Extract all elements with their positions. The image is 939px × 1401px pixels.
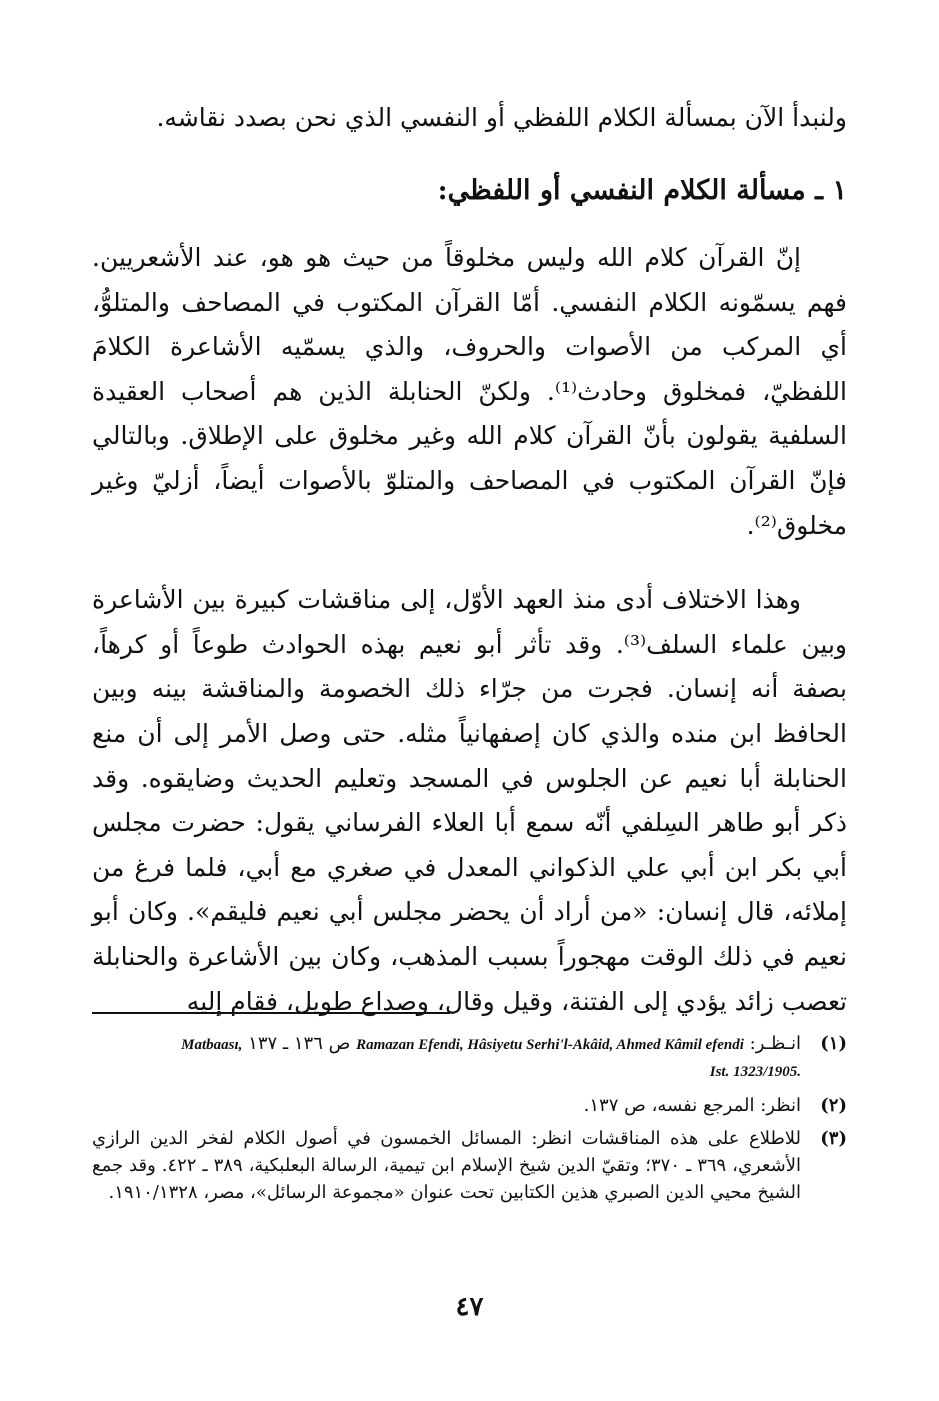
page-number: ٤٧ [455, 1292, 484, 1322]
footnote-number: (٣) [820, 1128, 847, 1149]
footnote-pages: ص ١٣٦ ـ ١٣٧ [248, 1033, 351, 1054]
footnote-text [92, 1030, 801, 1086]
footnote-lead: انـظـر: [749, 1033, 801, 1054]
footnote-text: انظر: المرجع نفسه، ص ١٣٧. [583, 1095, 801, 1116]
footnote-latin-place: Ist. 1323/1905. [709, 1064, 801, 1080]
footnote-latin-publisher: Matbaası, [181, 1037, 243, 1053]
footnote-text: للاطلاع على هذه المناقشات انظر: المسائل الخمسون في أصول الكلام لفخر الدين الرازي الأشعري، ٣٦٩ ـ ٣٧٠؛ وتقيّ الدين شيخ الإسلام ابن تيمية، الرسالة البعلبكية، ٣٨٩ ـ ٤٢٢. وقد جمع الشيخ محيي الدين الصبري هذين الكتابين تحت عنوان «مجموعة الرسائل»، مصر، ١٩١٠/١٣٢٨. [92, 1128, 802, 1203]
footnote-3 [92, 1125, 847, 1206]
section-heading: ١ ـ مسألة الكلام النفسي أو اللفظي: [437, 175, 847, 206]
footnote-1-line [92, 1030, 801, 1059]
footnote-number: (٢) [820, 1095, 847, 1116]
body-paragraph-1: إنّ القرآن كلام الله وليس مخلوقاً من حيث هو هو، عند الأشعريين. فهم يسمّونه الكلام النفسي. أمّا القرآن المكتوب في المصاحف والمتلوُّ، أي المركب من الأصوات والحروف، والذي يسمّيه الأشاعرة الكلامَ اللفظيّ، فمخلوق وحادث⁽¹⁾. ولكنّ الحنابلة الذين هم أصحاب العقيدة السلفية يقولون بأنّ القرآن كلام الله وغير مخلوق على الإطلاق. وبالتالي فإنّ القرآن المكتوب في المصاحف والمتلوّ بالأصوات أيضاً، أزليّ وغير مخلوق⁽²⁾. [92, 243, 847, 540]
footnote-number: (١) [820, 1033, 847, 1054]
intro-paragraph: ولنبدأ الآن بمسألة الكلام اللفظي أو النفسي الذي نحن بصدد نقاشه. [156, 103, 847, 132]
footnote-latin-citation: Ramazan Efendi, Hâsiyetu Serhi'l-Akâid, Ahmed Kâmil efendi [356, 1037, 744, 1053]
footnote-2 [92, 1092, 847, 1119]
footnote-1 [92, 1030, 847, 1086]
body-paragraph-2: وهذا الاختلاف أدى منذ العهد الأوّل، إلى مناقشات كبيرة بين الأشاعرة وبين علماء السلف⁽³⁾. وقد تأثر أبو نعيم بهذه الحوادث طوعاً أو كرهاً، بصفة أنه إنسان. فجرت من جرّاء ذلك الخصومة والمناقشة بينه وبين الحافظ ابن منده والذي كان إصفهانياً مثله. حتى وصل الأمر إلى أن منع الحنابلة أبا نعيم عن الجلوس في المسجد وتعليم الحديث وضايقوه. وقد ذكر أبو طاهر السِلفي أنّه سمع أبا العلاء الفرساني يقول: حضرت مجلس أبي بكر ابن أبي علي الذكواني المعدل في صغري مع أبي، فلما فرغ من إملائه، قال إنسان: «من أراد أن يحضر مجلس أبي نعيم فليقم». وكان أبو نعيم في ذلك الوقت مهجوراً بسبب المذهب، وكان بين الأشاعرة والحنابلة تعصب زائد يؤدي إلى الفتنة، وقيل وقال، وصداع طويل، فقام إليه [92, 585, 847, 1016]
footnotes [92, 1030, 847, 1212]
footnote-separator [92, 1012, 450, 1014]
